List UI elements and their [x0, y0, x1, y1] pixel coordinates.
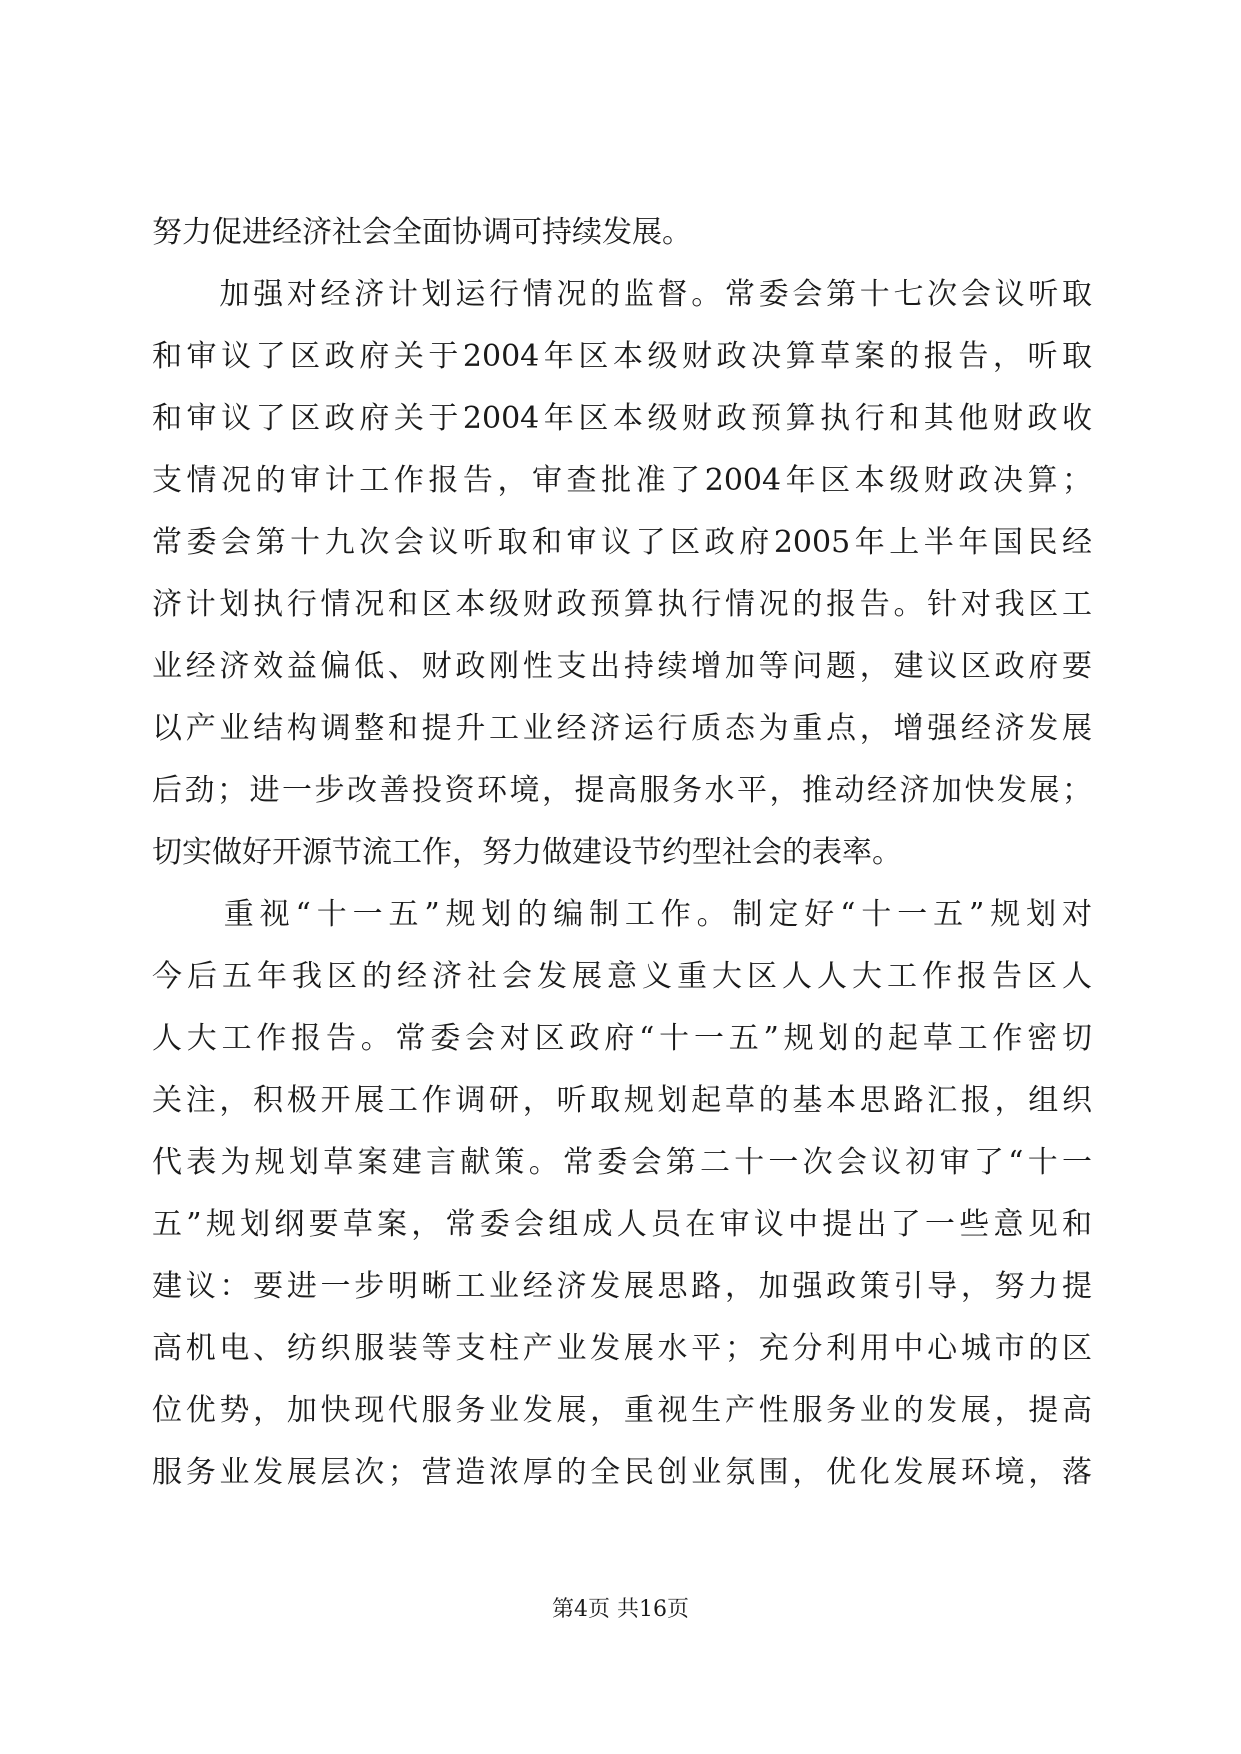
page-footer: 第4页 共16页 — [552, 1597, 689, 1622]
text-line: 后劲；进一步改善投资环境，提高服务水平，推动经济加快发展； — [152, 773, 1092, 808]
text-line: 和审议了区政府关于2004年区本级财政决算草案的报告，听取 — [152, 339, 1092, 374]
paragraph-start-line: 加强对经济计划运行情况的监督。常委会第十七次会议听取 — [152, 277, 1092, 312]
text-line: 位优势，加快现代服务业发展，重视生产性服务业的发展，提高 — [152, 1393, 1092, 1428]
text-line: 人大工作报告。常委会对区政府“十一五”规划的起草工作密切 — [152, 1021, 1092, 1056]
text-line: 业经济效益偏低、财政刚性支出持续增加等问题，建议区政府要 — [152, 649, 1092, 684]
paragraph-start-line: 重视“十一五”规划的编制工作。制定好“十一五”规划对 — [152, 897, 1092, 932]
text-line: 五”规划纲要草案，常委会组成人员在审议中提出了一些意见和 — [152, 1207, 1092, 1242]
text-line: 支情况的审计工作报告，审查批准了2004年区本级财政决算； — [152, 463, 1092, 498]
text-line: 以产业结构调整和提升工业经济运行质态为重点，增强经济发展 — [152, 711, 1092, 746]
text-line: 高机电、纺织服装等支柱产业发展水平；充分利用中心城市的区 — [152, 1331, 1092, 1366]
text-line: 常委会第十九次会议听取和审议了区政府2005年上半年国民经 — [152, 525, 1092, 560]
text-line: 建议：要进一步明晰工业经济发展思路，加强政策引导，努力提 — [152, 1269, 1092, 1304]
text-line: 切实做好开源节流工作，努力做建设节约型社会的表率。 — [152, 835, 902, 870]
text-line: 济计划执行情况和区本级财政预算执行情况的报告。针对我区工 — [152, 587, 1092, 622]
text-line: 今后五年我区的经济社会发展意义重大区人人大工作报告区人 — [152, 959, 1092, 994]
text-line: 努力促进经济社会全面协调可持续发展。 — [152, 215, 692, 250]
text-line: 关注，积极开展工作调研，听取规划起草的基本思路汇报，组织 — [152, 1083, 1092, 1118]
text-line: 和审议了区政府关于2004年区本级财政预算执行和其他财政收 — [152, 401, 1092, 436]
text-line: 代表为规划草案建言献策。常委会第二十一次会议初审了“十一 — [152, 1145, 1092, 1180]
text-line: 服务业发展层次；营造浓厚的全民创业氛围，优化发展环境，落 — [152, 1455, 1092, 1490]
